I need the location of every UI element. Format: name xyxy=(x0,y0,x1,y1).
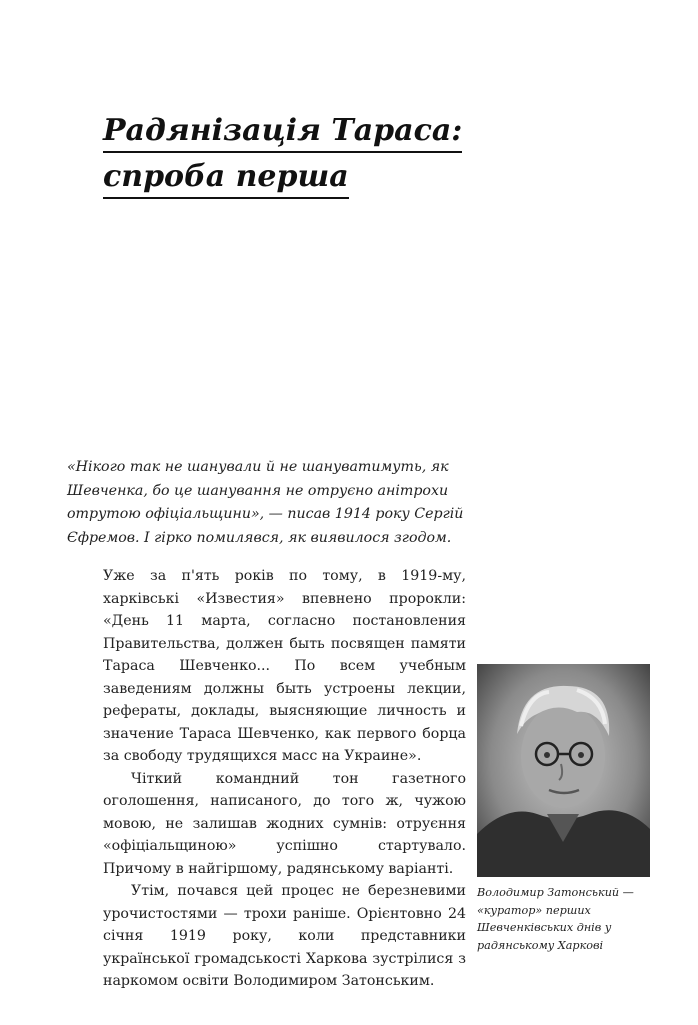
body-paragraph-2: Чіткий командний тон газетного оголошення, написаного, до того ж, чужою мовою, не залишав жодних сумнів: отруєння «офіціальщиною» успішно стартувало. Причому в найгіршому, радянському варіанті. xyxy=(103,770,466,877)
chapter-title-line1: Радянізація Тараса: xyxy=(103,111,462,153)
photo-caption: Володимир Затонський — «куратор» перших Шевченківських днів у радянському Харкові xyxy=(477,886,634,952)
epigraph-line: отрутою офіціальщини», — писав 1914 року Сергій xyxy=(67,506,464,522)
portrait-illustration xyxy=(477,664,650,877)
epigraph-line: «Нікого так не шанували й не шануватимуть, як xyxy=(67,459,449,475)
epigraph xyxy=(67,456,487,550)
epigraph-line: Єфремов. І гірко помилявся, як виявилося згодом. xyxy=(67,529,452,546)
chapter-title xyxy=(103,108,462,200)
body-paragraph-3: Утім, почався цей процес не березневими урочистостями — трохи раніше. Орієнтовно 24 січня 1919 року, коли представники української громадськості Харкова зустрілися з наркомом освіти Володимиром Затонським. xyxy=(103,883,466,989)
portrait-photo xyxy=(477,664,650,877)
chapter-title-line2: спроба перша xyxy=(103,157,349,199)
epigraph-line: Шевченка, бо це шанування не отруєно анітрохи xyxy=(67,482,449,499)
body-paragraph-1: Уже за п'ять років по тому, в 1919-му, харківські «Известия» впевнено пророкли: «День 11 марта, согласно постановления Правительства, должен быть посвящен памяти Тараса Шевченко... По всем учебным заведениям должны быть устроены лекции, рефераты, доклады, выясняющие личность и значение Тараса Шевченко, как первого борца за свободу трудящихся масс на Украине». xyxy=(103,568,466,764)
